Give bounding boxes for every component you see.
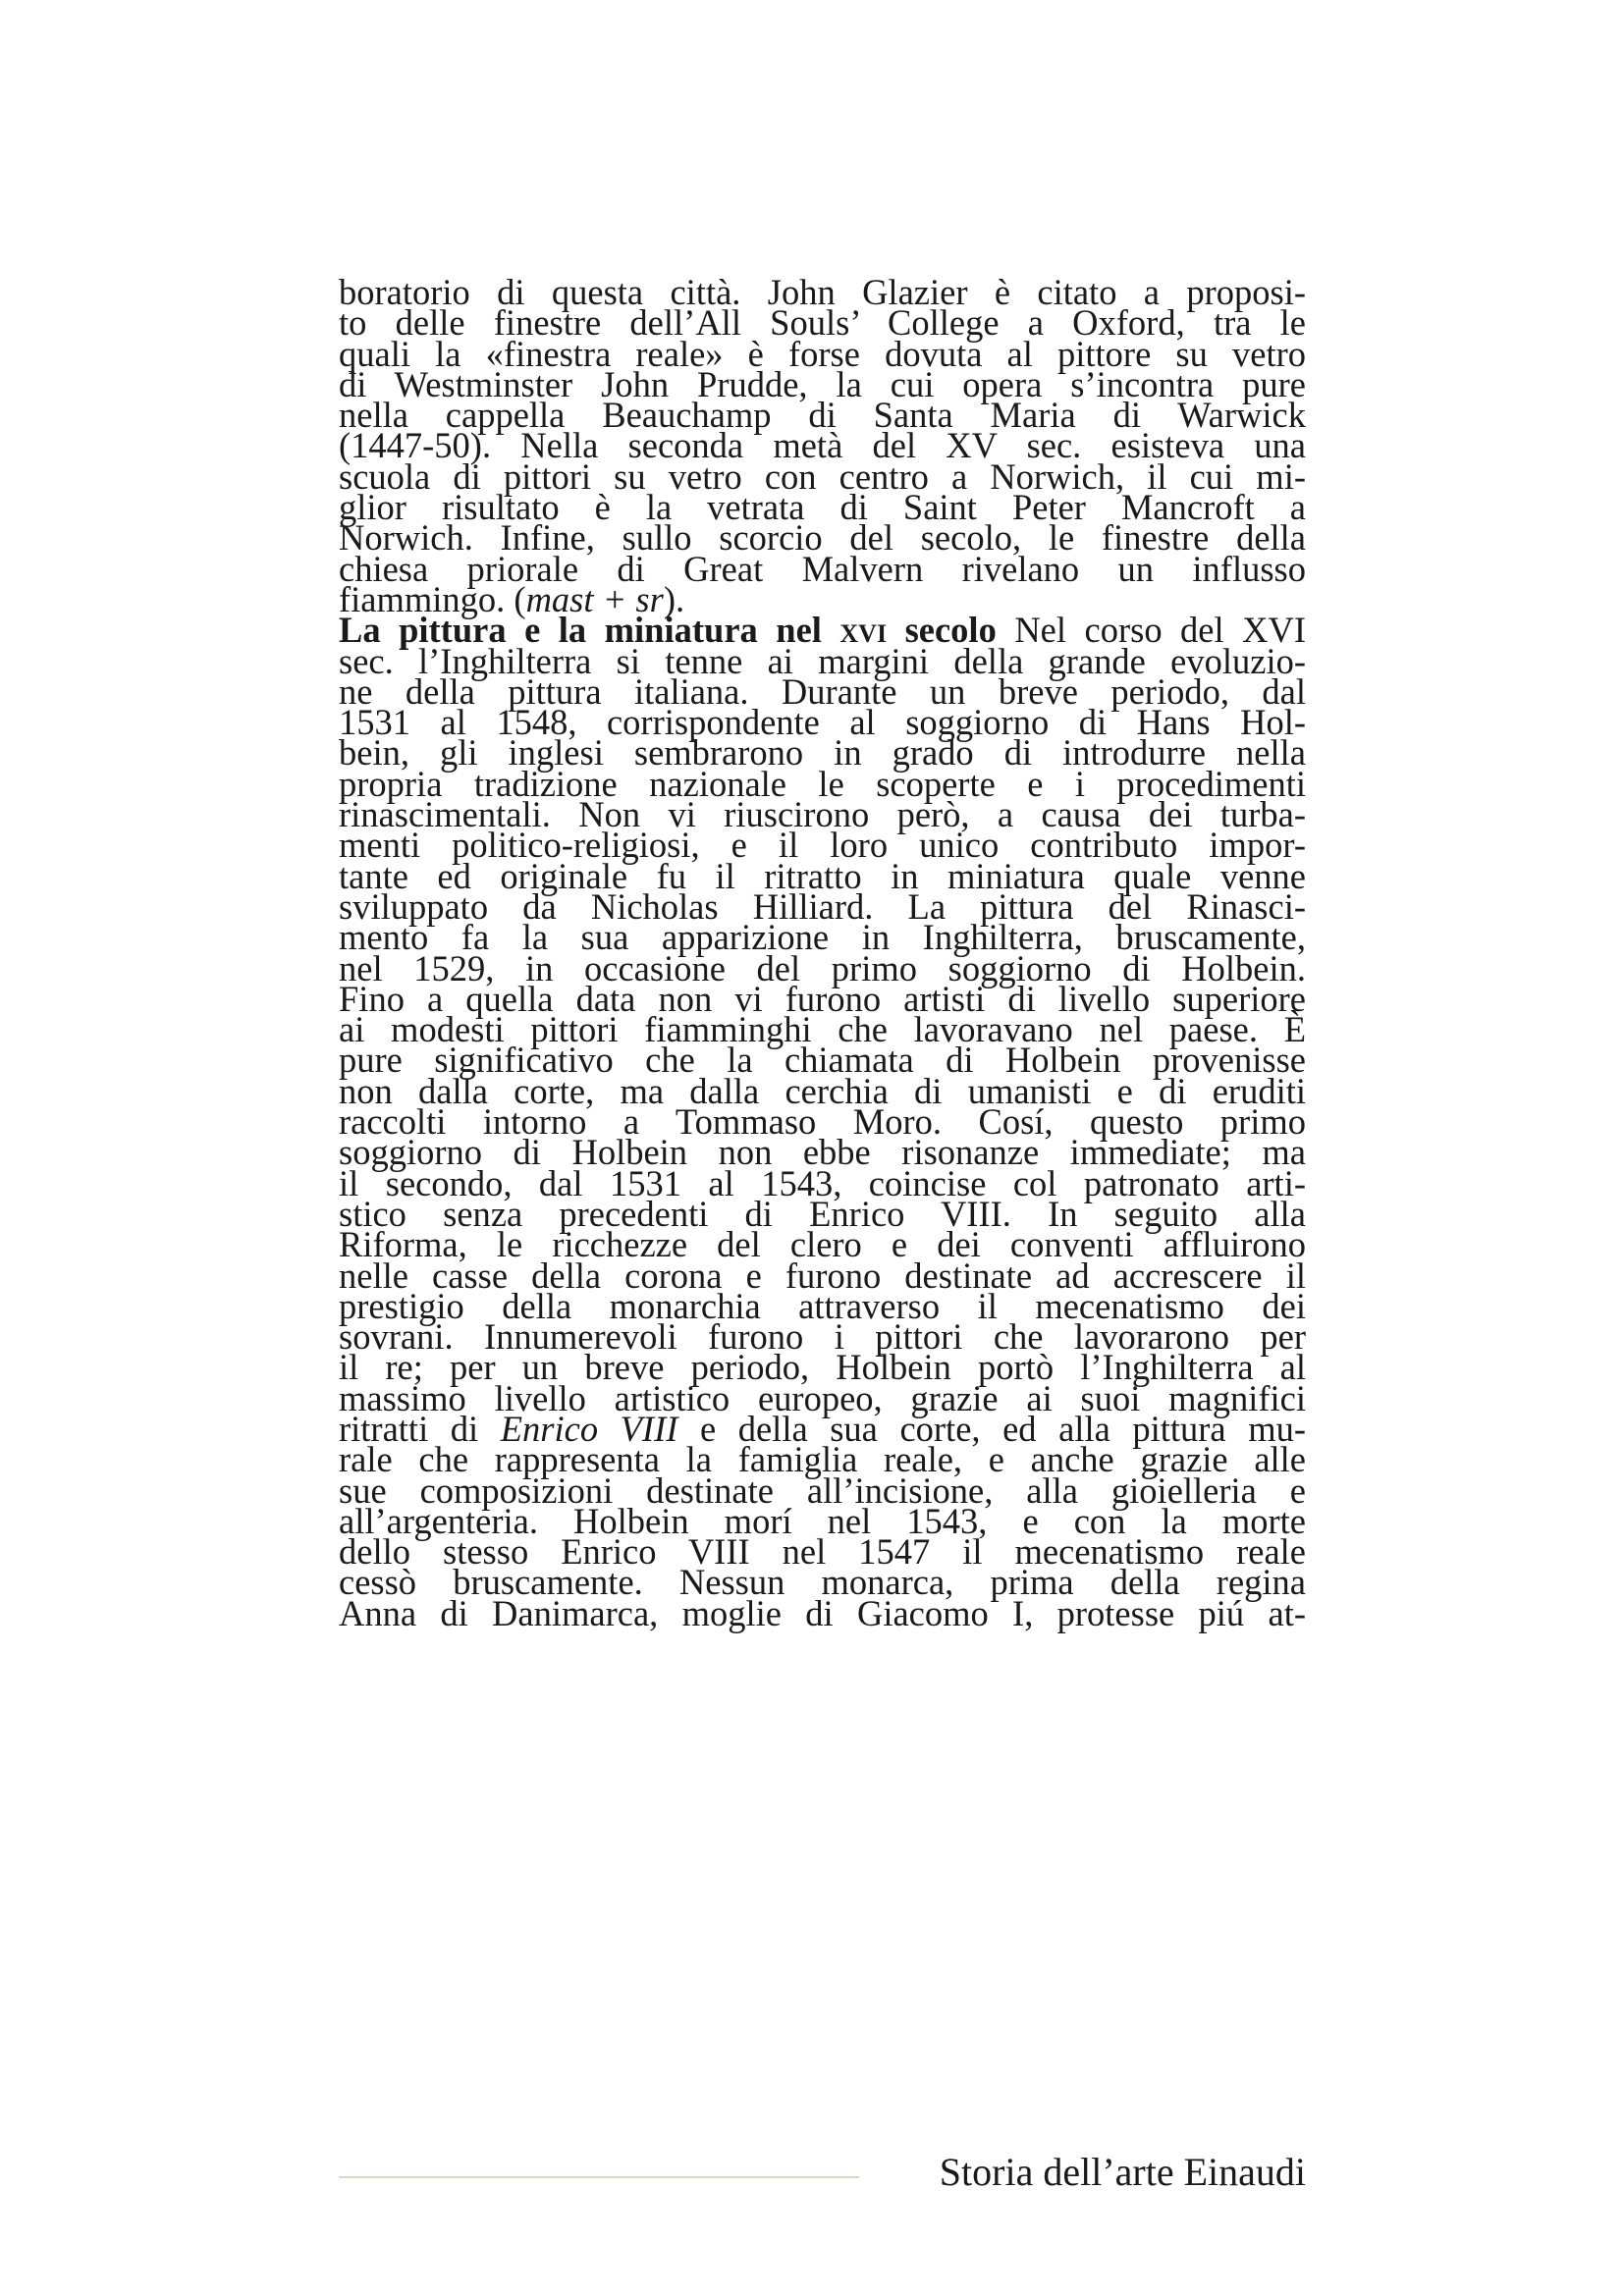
text-segment: Nel corso del XVI xyxy=(996,610,1307,651)
page-footer xyxy=(339,2145,1306,2200)
text-line: dello stesso Enrico VIII nel 1547 il mecenatismo reale xyxy=(339,1531,1306,1573)
text-line: quali la «finestra reale» è forse dovuta al pittore su vetro xyxy=(339,333,1306,374)
text-line: rale che rappresenta la famiglia reale, e anche grazie alle xyxy=(339,1439,1306,1480)
footer-title: Storia dell’arte Einaudi xyxy=(939,2150,1306,2194)
text-line: Riforma, le ricchezze del clero e dei conventi affluirono xyxy=(339,1224,1306,1265)
page-body-text xyxy=(339,272,1307,1633)
text-line: 1531 al 1548, corrispondente al soggiorno di Hans Hol- xyxy=(339,702,1306,743)
text-line: nel 1529, in occasione del primo soggiorno di Holbein. xyxy=(339,947,1306,988)
text-line: glior risultato è la vetrata di Saint Peter Mancroft a xyxy=(339,487,1306,528)
text-line: to delle finestre dell’All Souls’ College a Oxford, tra le xyxy=(339,302,1306,344)
text-line: sue composizioni destinate all’incisione, alla gioielleria e xyxy=(339,1469,1306,1511)
heading-century: xvi xyxy=(839,610,888,651)
heading-text: secolo xyxy=(887,610,997,651)
text-line: tante ed originale fu il ritratto in miniatura quale venne xyxy=(339,855,1306,896)
text-line: scuola di pittori su vetro con centro a Norwich, il cui mi- xyxy=(339,455,1306,497)
text-line: all’argenteria. Holbein morí nel 1543, e con la morte xyxy=(339,1500,1306,1541)
text-line: prestigio della monarchia attraverso il mecenatismo dei xyxy=(339,1285,1306,1326)
text-line: di Westminster John Prudde, la cui opera s’incontra pure xyxy=(339,363,1306,404)
footer-divider xyxy=(339,2176,859,2178)
text-segment: fiammingo. ( xyxy=(339,578,526,619)
text-line: il secondo, dal 1531 al 1543, coincise col patronato arti- xyxy=(339,1162,1306,1203)
text-line: chiesa priorale di Great Malvern rivelano un influsso xyxy=(339,548,1306,589)
text-line: mento fa la sua apparizione in Inghilterra, bruscamente, xyxy=(339,917,1306,958)
text-segment: ). xyxy=(663,578,685,619)
text-line: soggiorno di Holbein non ebbe risonanze immediate; ma xyxy=(339,1132,1306,1173)
text-line: Anna di Danimarca, moglie di Giacomo I, protesse piú at- xyxy=(339,1592,1306,1633)
text-line: propria tradizione nazionale le scoperte e i procedimenti xyxy=(339,763,1306,804)
text-line: rinascimentali. Non vi riuscirono però, a causa dei turba- xyxy=(339,794,1306,835)
text-line: ne della pittura italiana. Durante un breve periodo, dal xyxy=(339,670,1306,712)
text-segment: ritratti di xyxy=(339,1408,501,1449)
text-line: raccolti intorno a Tommaso Moro. Cosí, questo primo xyxy=(339,1101,1306,1143)
text-segment: e della sua corte, ed alla pittura mu- xyxy=(677,1408,1306,1449)
text-line: nelle casse della corona e furono destinate ad accrescere il xyxy=(339,1255,1306,1296)
text-line: cessò bruscamente. Nessun monarca, prima della regina xyxy=(339,1562,1306,1603)
text-line: menti politico-religiosi, e il loro unico contributo impor- xyxy=(339,825,1306,866)
heading-text: La pittura e la miniatura nel xyxy=(339,610,840,651)
text-line: sviluppato da Nicholas Hilliard. La pittura del Rinasci- xyxy=(339,885,1306,927)
text-line: (1447-50). Nella seconda metà del XV sec. esisteva una xyxy=(339,425,1306,466)
text-line: nella cappella Beauchamp di Santa Maria di Warwick xyxy=(339,395,1306,436)
text-line: ai modesti pittori fiamminghi che lavoravano nel paese. È xyxy=(339,1009,1306,1050)
artwork-title: Enrico VIII xyxy=(500,1408,678,1449)
text-line: il re; per un breve periodo, Holbein portò l’Inghilterra al xyxy=(339,1347,1306,1388)
text-line: Fino a quella data non vi furono artisti di livello superiore xyxy=(339,978,1306,1019)
text-line: massimo livello artistico europeo, grazie ai suoi magnifici xyxy=(339,1377,1306,1418)
text-line: pure significativo che la chiamata di Holbein provenisse xyxy=(339,1040,1306,1081)
text-line: non dalla corte, ma dalla cerchia di umanisti e di eruditi xyxy=(339,1070,1306,1111)
author-initials: mast + sr xyxy=(525,578,664,619)
text-line: stico senza precedenti di Enrico VIII. In seguito alla xyxy=(339,1193,1306,1234)
text-line: sovrani. Innumerevoli furono i pittori che lavorarono per xyxy=(339,1316,1306,1358)
text-line: sec. l’Inghilterra si tenne ai margini della grande evoluzio- xyxy=(339,640,1306,681)
text-line: bein, gli inglesi sembrarono in grado di introdurre nella xyxy=(339,732,1306,774)
text-line: boratorio di questa città. John Glazier è citato a proposi- xyxy=(339,272,1306,312)
text-line: Norwich. Infine, sullo scorcio del secolo, le finestre della xyxy=(339,517,1306,559)
